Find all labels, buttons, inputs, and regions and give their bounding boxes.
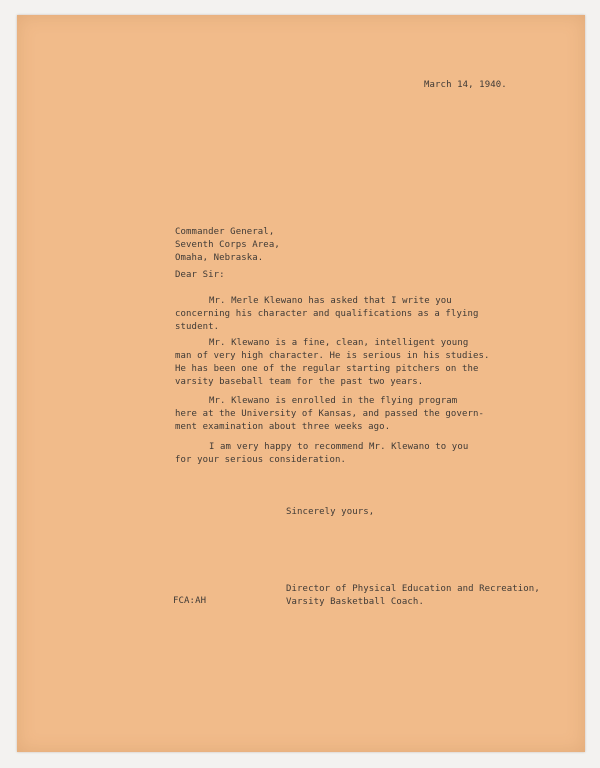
paragraph-3 (175, 395, 484, 434)
paragraph-4 (175, 441, 468, 467)
signature-line: Varsity Basketball Coach. (286, 597, 424, 607)
signature-line: Director of Physical Education and Recreation, (286, 584, 540, 594)
letter-date: March 14, 1940. (424, 80, 507, 90)
paragraph-line: man of very high character. He is serious in his studies. (175, 351, 490, 361)
paragraph-line: Mr. Klewano is enrolled in the flying program (209, 396, 458, 406)
paragraph-line: Mr. Merle Klewano has asked that I write you (209, 296, 452, 306)
paragraph-line: Mr. Klewano is a fine, clean, intelligent young (209, 338, 469, 348)
closing: Sincerely yours, (286, 507, 375, 517)
paragraph-line: concerning his character and qualifications as a flying (175, 309, 479, 319)
paragraph-line: ment examination about three weeks ago. (175, 422, 391, 432)
paragraph-1 (175, 295, 479, 334)
recipient-address (175, 226, 280, 265)
recipient-line: Commander General, (175, 227, 275, 237)
paragraph-line: for your serious consideration. (175, 455, 347, 465)
recipient-line: Seventh Corps Area, (175, 240, 280, 250)
signature-title (286, 583, 540, 609)
paragraph-line: here at the University of Kansas, and passed the govern- (175, 409, 485, 419)
reference-initials: FCA:AH (173, 596, 207, 606)
paragraph-line: I am very happy to recommend Mr. Klewano to you (209, 442, 469, 452)
salutation: Dear Sir: (175, 270, 225, 280)
paragraph-2 (175, 337, 490, 389)
recipient-line: Omaha, Nebraska. (175, 253, 264, 263)
paragraph-line: varsity baseball team for the past two years. (175, 377, 424, 387)
paragraph-line: He has been one of the regular starting pitchers on the (175, 364, 479, 374)
paragraph-line: student. (175, 322, 220, 332)
